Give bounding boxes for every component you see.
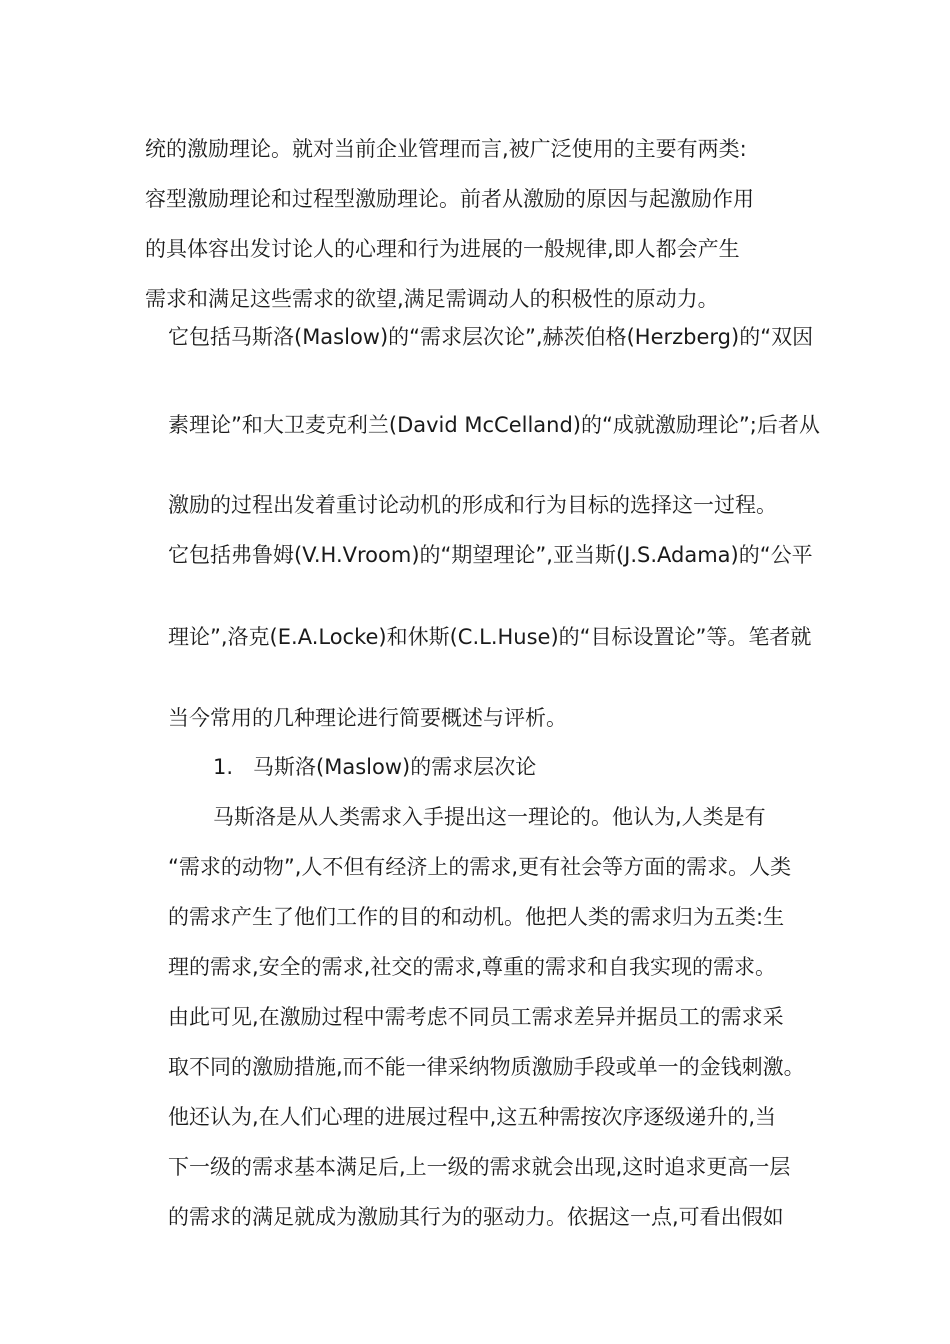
text-line-18: 他还认为,在人们心理的进展过程中,这五种需按次序逐级递升的,当 bbox=[168, 1105, 777, 1129]
text-line-15: 理的需求,安全的需求,社交的需求,尊重的需求和自我实现的需求。 bbox=[168, 955, 777, 979]
text-line-9: 理论”,洛克(E.A.Locke)和休斯(C.L.Huse)的“目标设置论”等。笔者就 bbox=[168, 625, 812, 649]
text-line-4: 需求和满足这些需求的欲望,满足需调动人的积极性的原动力。 bbox=[145, 287, 719, 311]
text-line-3: 的具体容出发讨论人的心理和行为进展的一般规律,即人都会产生 bbox=[145, 237, 740, 261]
text-line-5: 它包括马斯洛(Maslow)的“需求层次论”,赫茨伯格(Herzberg)的“双因 bbox=[168, 325, 814, 349]
text-line-7: 激励的过程出发着重讨论动机的形成和行为目标的选择这一过程。 bbox=[168, 493, 777, 517]
text-line-16: 由此可见,在激励过程中需考虑不同员工需求差异并据员工的需求采 bbox=[168, 1005, 784, 1029]
text-line-10: 当今常用的几种理论进行简要概述与评析。 bbox=[168, 706, 567, 730]
text-line-19: 下一级的需求基本满足后,上一级的需求就会出现,这时追求更高一层 bbox=[168, 1155, 791, 1179]
text-line-12: 马斯洛是从人类需求入手提出这一理论的。他认为,人类是有 bbox=[213, 805, 766, 829]
text-line-1: 统的激励理论。就对当前企业管理而言,被广泛使用的主要有两类: bbox=[145, 137, 747, 161]
text-line-13: “需求的动物”,人不但有经济上的需求,更有社会等方面的需求。人类 bbox=[168, 855, 792, 879]
text-line-6: 素理论”和大卫麦克利兰(David McCelland)的“成就激励理论”;后者从 bbox=[168, 413, 820, 437]
text-line-2: 容型激励理论和过程型激励理论。前者从激励的原因与起激励作用 bbox=[145, 187, 754, 211]
text-line-8: 它包括弗鲁姆(V.H.Vroom)的“期望理论”,亚当斯(J.S.Adama)的“公平 bbox=[168, 543, 813, 567]
text-line-14: 的需求产生了他们工作的目的和动机。他把人类的需求归为五类:生 bbox=[168, 905, 785, 929]
section-heading: 1. 马斯洛(Maslow)的需求层次论 bbox=[213, 755, 537, 779]
text-line-20: 的需求的满足就成为激励其行为的驱动力。依据这一点,可看出假如 bbox=[168, 1205, 784, 1229]
text-line-17: 取不同的激励措施,而不能一律采纳物质激励手段或单一的金钱刺激。 bbox=[168, 1055, 805, 1079]
